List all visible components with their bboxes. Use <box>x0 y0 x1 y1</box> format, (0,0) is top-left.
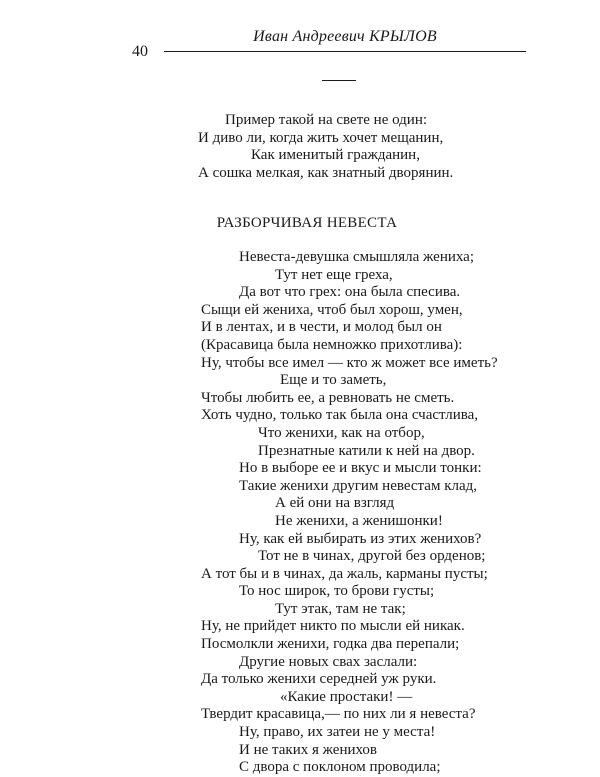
poem-line: А тот бы и в чинах, да жаль, карманы пусты; <box>201 565 488 582</box>
stanza-line: Как именитый гражданин, <box>251 147 420 163</box>
poem-line: Еще и то заметь, <box>280 372 387 389</box>
poem-line: Ну, как ей выбирать из этих женихов? <box>239 530 482 547</box>
poem-line: Презнатные катили к ней на двор. <box>258 442 475 459</box>
poem-line: Тут нет еще греха, <box>275 266 393 283</box>
stanza-line: И диво ли, когда жить хочет мещанин, <box>198 129 444 146</box>
poem-line: (Красавица была немножко прихотлива): <box>201 336 463 353</box>
header-rule <box>164 51 526 52</box>
page-number: 40 <box>132 43 148 60</box>
poem-line: Твердит красавица,— по них ли я невеста? <box>201 706 476 723</box>
stanza <box>0 112 600 182</box>
poem-line: Ну, право, их затеи не у места! <box>239 724 436 741</box>
running-head: Иван Андреевич КРЫЛОВ <box>253 28 437 45</box>
poem-line: Тут этак, там не так; <box>275 600 406 617</box>
poem-line: «Какие простаки! — <box>280 688 413 705</box>
poem-line: С двора с поклоном проводила; <box>239 759 441 776</box>
poem-line: Ну, чтобы все имел — кто ж может все иметь? <box>201 354 498 371</box>
poem-line: И в лентах, и в чести, и молод был он <box>201 319 442 336</box>
poem-line: Да только женихи середней уж руки. <box>201 671 437 688</box>
poem-line: Да вот что грех: она была спесива. <box>239 284 461 301</box>
poem-line: Ну, не прийдет никто по мысли ей никак. <box>201 618 465 635</box>
poem-line: То нос широк, то брови густы; <box>239 583 435 600</box>
poem-line: А ей они на взгляд <box>275 495 395 512</box>
poem-line: Другие новых свах заслали: <box>239 653 418 670</box>
stanza-line: А сошка мелкая, как знатный дворянин. <box>198 164 454 181</box>
poem-line: Хоть чудно, только так была она счастлива, <box>201 407 479 424</box>
poem-title: РАЗБОРЧИВАЯ НЕВЕСТА <box>216 215 398 231</box>
poem-line: Посмолкли женихи, годка два перепали; <box>201 636 460 653</box>
poem-line: Не женихи, а женишонки! <box>275 512 443 529</box>
poem-line: Сыщи ей жениха, чтоб был хорош, умен, <box>201 301 463 318</box>
poem-line: Чтобы любить ее, а ревновать не сметь. <box>201 389 455 406</box>
poem-line: Тот не в чинах, другой без орденов; <box>258 548 486 565</box>
poem <box>0 249 600 777</box>
poem-line: Невеста-девушка смышляла жениха; <box>239 249 475 265</box>
poem-line: И не таких я женихов <box>239 741 378 758</box>
section-rule <box>322 80 356 81</box>
stanza-line: Пример такой на свете не один: <box>225 112 428 128</box>
poem-line: Такие женихи другим невестам клад, <box>239 477 478 494</box>
poem-line: Что женихи, как на отбор, <box>258 424 425 441</box>
poem-line: Но в выборе ее и вкус и мысли тонки: <box>239 460 482 477</box>
